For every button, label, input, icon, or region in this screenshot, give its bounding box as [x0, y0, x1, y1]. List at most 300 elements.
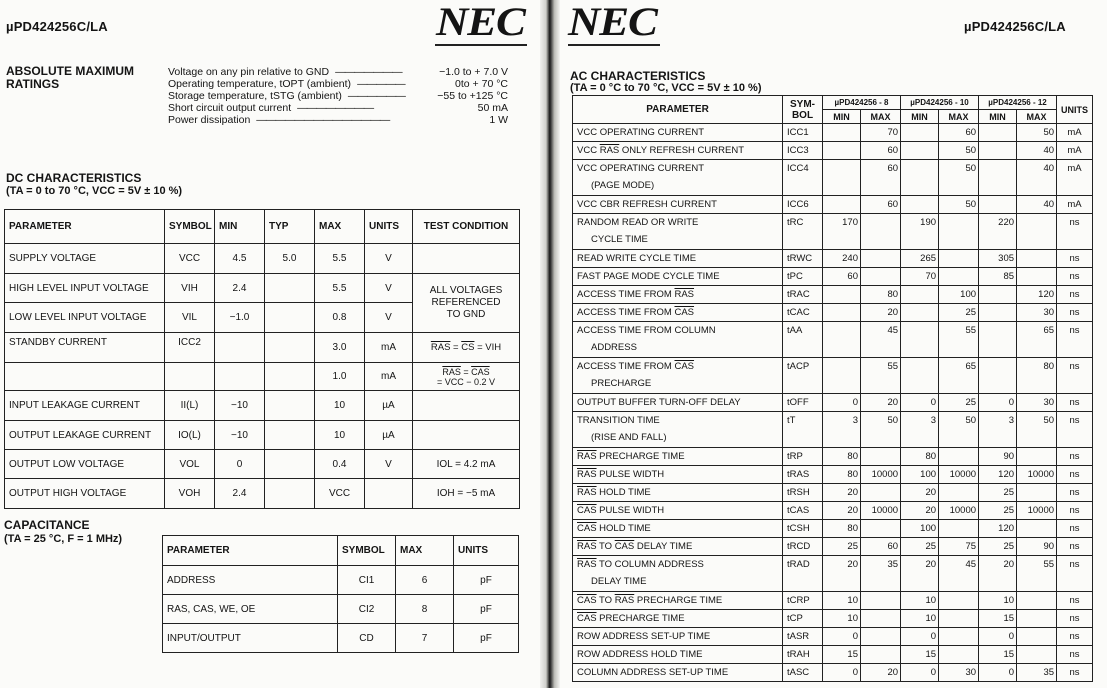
ac-value	[1017, 610, 1057, 628]
ac-units: ns	[1057, 286, 1093, 304]
ac-group-header: µPD424256 - 10	[901, 96, 979, 110]
ac-param	[573, 664, 783, 682]
table-row	[5, 450, 520, 479]
abs-max-value: −1.0 to + 7.0 V	[439, 66, 508, 78]
ac-param	[573, 556, 783, 592]
dc-min	[215, 333, 265, 363]
cap-units: pF	[454, 566, 519, 595]
ac-value	[901, 160, 939, 196]
dc-param: LOW LEVEL INPUT VOLTAGE	[5, 303, 165, 333]
dc-typ	[265, 274, 315, 303]
ac-value: 60	[861, 160, 901, 196]
ac-value	[939, 592, 979, 610]
ac-symbol: tCRP	[783, 592, 823, 610]
signal-bar: $\overline{RAS}$	[577, 469, 597, 480]
dc-header-cell: TEST CONDITION	[413, 210, 520, 244]
ac-value	[939, 520, 979, 538]
ac-symbol: tRP	[783, 448, 823, 466]
ac-param-line1: ROW ADDRESS HOLD TIME	[577, 649, 703, 660]
ac-title: AC CHARACTERISTICS	[570, 69, 706, 83]
ac-value: 15	[979, 610, 1017, 628]
table-row	[573, 394, 1093, 412]
ac-value: 40	[1017, 196, 1057, 214]
table-row	[573, 214, 1093, 250]
ac-value: 45	[939, 556, 979, 592]
dc-test-line: TO GND	[446, 309, 486, 320]
abs-max-value: 0to + 70 °C	[455, 78, 508, 90]
signal-bar: $\overline{CAS}$	[577, 613, 597, 624]
ac-value	[1017, 520, 1057, 538]
ac-value: 25	[823, 538, 861, 556]
ac-symbol: tACP	[783, 358, 823, 394]
signal-bar: $\overline{RAS}$	[599, 145, 620, 156]
ac-units: ns	[1057, 322, 1093, 358]
dc-header-cell: PARAMETER	[5, 210, 165, 244]
signal-bar: $\overline{RAS}$	[577, 559, 597, 570]
ac-value: 15	[901, 646, 939, 664]
abs-max-label: Operating temperature, tOPT (ambient)	[168, 78, 352, 90]
ac-param-line1: OUTPUT BUFFER TURN-OFF DELAY	[577, 397, 741, 408]
ac-value	[861, 268, 901, 286]
cap-units: pF	[454, 624, 519, 653]
ac-value: 50	[939, 196, 979, 214]
table-row	[163, 624, 519, 653]
ac-value: 0	[901, 664, 939, 682]
ac-value	[823, 322, 861, 358]
dc-units	[365, 479, 413, 509]
dc-min: 4.5	[215, 244, 265, 274]
table-row	[573, 286, 1093, 304]
ac-param-line1: VCC CBR REFRESH CURRENT	[577, 199, 717, 210]
ac-units: ns	[1057, 664, 1093, 682]
ac-param	[573, 628, 783, 646]
ac-param	[573, 268, 783, 286]
ac-value: 265	[901, 250, 939, 268]
dc-units: V	[365, 274, 413, 303]
ac-value: 50	[861, 412, 901, 448]
table-row	[5, 244, 520, 274]
ac-header-symbol	[783, 96, 823, 124]
abs-max-dashes: ———————	[335, 66, 402, 78]
dc-test-line: ALL VOLTAGES	[429, 285, 503, 296]
table-row	[573, 448, 1093, 466]
abs-max-title-line1: ABSOLUTE MAXIMUM	[6, 64, 134, 78]
ac-value	[861, 214, 901, 250]
ras-bar: $\overline{RAS}$	[430, 342, 451, 353]
cas-bar: $\overline{CAS}$	[471, 366, 490, 377]
ac-param-line1: RANDOM READ OR WRITE	[577, 217, 699, 228]
ac-value	[861, 250, 901, 268]
ac-param-line1: $\overline{CAS}$ HOLD TIME	[577, 523, 651, 534]
ac-value	[901, 124, 939, 142]
ac-value: 3	[979, 412, 1017, 448]
signal-bar: $\overline{CAS}$	[614, 541, 635, 552]
ras-bar: $\overline{RAS}$	[442, 366, 461, 377]
ac-units: ns	[1057, 358, 1093, 394]
ac-symbol: tRAD	[783, 556, 823, 592]
ac-value: 10000	[939, 502, 979, 520]
ac-value: 305	[979, 250, 1017, 268]
ac-value: 0	[979, 664, 1017, 682]
ac-value	[823, 124, 861, 142]
ac-value: 35	[1017, 664, 1057, 682]
table-row	[163, 595, 519, 624]
ac-param-line1: ACCESS TIME FROM $\overline{CAS}$	[577, 361, 695, 372]
dc-min: 2.4	[215, 274, 265, 303]
dc-max: 5.5	[315, 244, 365, 274]
ac-value: 10000	[861, 502, 901, 520]
abs-max-dashes: ————————	[297, 102, 374, 114]
dc-test-ioh: IOH = −5 mA	[413, 479, 520, 509]
table-row	[573, 412, 1093, 448]
ac-min-header: MIN	[823, 110, 861, 124]
abs-max-dashes: ——————	[347, 90, 405, 102]
ac-value	[1017, 628, 1057, 646]
ac-value: 80	[823, 466, 861, 484]
dc-typ	[265, 363, 315, 391]
ac-param	[573, 610, 783, 628]
dc-max: 10	[315, 421, 365, 450]
abs-max-list	[168, 66, 520, 132]
ac-value: 50	[1017, 412, 1057, 448]
dc-test-standby-1: $\overline{RAS} = \overline{CS}$ = VIH	[413, 333, 520, 363]
ac-param-line1: $\overline{RAS}$ PULSE WIDTH	[577, 469, 665, 480]
ac-value: 70	[901, 268, 939, 286]
ac-value: 20	[901, 502, 939, 520]
dc-units: µA	[365, 391, 413, 421]
ac-value: 0	[823, 664, 861, 682]
abs-max-label: Storage temperature, tSTG (ambient)	[168, 90, 342, 102]
table-row	[5, 333, 520, 363]
dc-max: VCC	[315, 479, 365, 509]
dc-param: STANDBY CURRENT	[5, 333, 165, 363]
ac-value: 20	[823, 484, 861, 502]
ac-units: ns	[1057, 484, 1093, 502]
ac-param	[573, 394, 783, 412]
signal-bar: $\overline{RAS}$	[577, 451, 597, 462]
ac-value: 60	[861, 196, 901, 214]
cap-header-cell: MAX	[396, 536, 454, 566]
table-row	[573, 502, 1093, 520]
abs-max-row	[168, 102, 520, 114]
ac-units: ns	[1057, 610, 1093, 628]
table-row	[5, 363, 520, 391]
ac-param	[573, 322, 783, 358]
ac-value: 100	[901, 520, 939, 538]
ac-param-line1: ACCESS TIME FROM $\overline{CAS}$	[577, 307, 695, 318]
dc-symbol: VIL	[165, 303, 215, 333]
book-spine	[540, 0, 560, 688]
table-row	[573, 610, 1093, 628]
table-row	[573, 592, 1093, 610]
cap-param: ADDRESS	[163, 566, 338, 595]
ac-value: 10	[979, 592, 1017, 610]
ac-param-line1: $\overline{RAS}$ PRECHARGE TIME	[577, 451, 685, 462]
ac-units: ns	[1057, 412, 1093, 448]
ac-param	[573, 466, 783, 484]
ac-value: 0	[979, 628, 1017, 646]
ac-value: 10000	[1017, 502, 1057, 520]
dc-units: mA	[365, 363, 413, 391]
dc-units: mA	[365, 333, 413, 363]
dc-units: V	[365, 244, 413, 274]
ac-param-line2: ADDRESS	[591, 342, 637, 353]
ac-value	[1017, 268, 1057, 286]
ac-param	[573, 142, 783, 160]
ac-value: 20	[861, 304, 901, 322]
signal-bar: $\overline{RAS}$	[614, 595, 635, 606]
cap-max: 6	[396, 566, 454, 595]
ac-symbol: tRC	[783, 214, 823, 250]
ac-symbol: tAA	[783, 322, 823, 358]
table-row	[5, 274, 520, 303]
ac-units: ns	[1057, 520, 1093, 538]
ac-param	[573, 448, 783, 466]
ac-units: ns	[1057, 214, 1093, 250]
dc-min: 0	[215, 450, 265, 479]
ac-value: 25	[939, 304, 979, 322]
ac-value: 80	[901, 448, 939, 466]
ac-value: 20	[901, 556, 939, 592]
ac-symbol: tCAS	[783, 502, 823, 520]
dc-symbol: VOH	[165, 479, 215, 509]
dc-typ	[265, 450, 315, 479]
ac-value: 25	[939, 394, 979, 412]
dc-param: OUTPUT HIGH VOLTAGE	[5, 479, 165, 509]
table-row	[573, 160, 1093, 196]
ac-value: 100	[901, 466, 939, 484]
cap-symbol: CI1	[338, 566, 396, 595]
signal-bar: $\overline{CAS}$	[577, 595, 597, 606]
table-row	[163, 566, 519, 595]
ac-value: 60	[861, 142, 901, 160]
ac-value: 25	[901, 538, 939, 556]
dc-max: 3.0	[315, 333, 365, 363]
dc-table	[4, 209, 520, 509]
dc-test-empty	[413, 421, 520, 450]
ac-symbol: tRCD	[783, 538, 823, 556]
dc-min	[215, 363, 265, 391]
ac-value	[901, 196, 939, 214]
ac-param-line1: ROW ADDRESS SET-UP TIME	[577, 631, 711, 642]
ac-symbol: ICC4	[783, 160, 823, 196]
dc-test-standby-2	[413, 363, 520, 391]
ac-units: mA	[1057, 196, 1093, 214]
ac-value	[979, 196, 1017, 214]
ac-units: ns	[1057, 250, 1093, 268]
dc-header-cell: SYMBOL	[165, 210, 215, 244]
ac-value: 240	[823, 250, 861, 268]
ac-units: ns	[1057, 304, 1093, 322]
ac-value: 90	[1017, 538, 1057, 556]
dc-symbol: IO(L)	[165, 421, 215, 450]
ac-min-header: MIN	[901, 110, 939, 124]
ac-units: ns	[1057, 466, 1093, 484]
abs-max-row	[168, 78, 520, 90]
ac-param	[573, 592, 783, 610]
abs-max-row	[168, 90, 520, 102]
table-row	[573, 304, 1093, 322]
ac-value: 0	[823, 628, 861, 646]
ac-value: 20	[979, 556, 1017, 592]
ac-value	[901, 304, 939, 322]
ac-value	[861, 520, 901, 538]
ac-value	[1017, 448, 1057, 466]
abs-max-dashes: —————	[357, 78, 405, 90]
ac-value: 40	[1017, 160, 1057, 196]
ac-symbol: tRAS	[783, 466, 823, 484]
dc-param: SUPPLY VOLTAGE	[5, 244, 165, 274]
ac-param	[573, 304, 783, 322]
left-page	[0, 0, 540, 688]
ac-value: 55	[861, 358, 901, 394]
ac-param	[573, 250, 783, 268]
right-page	[560, 0, 1107, 688]
ac-units: ns	[1057, 592, 1093, 610]
ac-symbol: tRAH	[783, 646, 823, 664]
cap-symbol: CI2	[338, 595, 396, 624]
ac-symbol: tCSH	[783, 520, 823, 538]
ac-header-param: PARAMETER	[573, 96, 783, 124]
ac-value	[861, 610, 901, 628]
ac-value: 50	[1017, 124, 1057, 142]
ac-value	[939, 628, 979, 646]
dc-max: 0.8	[315, 303, 365, 333]
ac-units: ns	[1057, 394, 1093, 412]
part-number-right: µPD424256C/LA	[964, 19, 1066, 34]
standby-2-line2: = VCC − 0.2 V	[436, 376, 496, 387]
ac-value	[823, 304, 861, 322]
capacitance-table	[162, 535, 519, 653]
ac-value	[979, 322, 1017, 358]
dc-test-iol: IOL = 4.2 mA	[413, 450, 520, 479]
dc-symbol: II(L)	[165, 391, 215, 421]
ac-value	[1017, 250, 1057, 268]
abs-max-value: 1 W	[489, 114, 508, 126]
table-row	[573, 484, 1093, 502]
ac-symbol: tASR	[783, 628, 823, 646]
dc-units: V	[365, 450, 413, 479]
dc-header-row	[5, 210, 520, 244]
table-row	[573, 466, 1093, 484]
ac-value: 0	[901, 628, 939, 646]
signal-bar: $\overline{CAS}$	[674, 361, 695, 372]
ac-symbol: ICC3	[783, 142, 823, 160]
cap-header-cell: UNITS	[454, 536, 519, 566]
ac-units: ns	[1057, 646, 1093, 664]
ac-param	[573, 196, 783, 214]
ac-value: 65	[1017, 322, 1057, 358]
ac-value: 3	[901, 412, 939, 448]
ac-value: 120	[1017, 286, 1057, 304]
ac-value	[1017, 484, 1057, 502]
abs-max-row	[168, 114, 520, 126]
ac-value: 60	[939, 124, 979, 142]
table-row	[5, 391, 520, 421]
ac-max-header: MAX	[939, 110, 979, 124]
ac-units: mA	[1057, 124, 1093, 142]
ac-condition: (TA = 0 °C to 70 °C, VCC = 5V ± 10 %)	[570, 82, 762, 94]
ac-symbol: tASC	[783, 664, 823, 682]
dc-header-cell: MAX	[315, 210, 365, 244]
cap-header-cell: PARAMETER	[163, 536, 338, 566]
ac-param-line1: ACCESS TIME FROM $\overline{RAS}$	[577, 289, 695, 300]
ac-units: ns	[1057, 448, 1093, 466]
dc-typ: 5.0	[265, 244, 315, 274]
ac-param-line1: COLUMN ADDRESS SET-UP TIME	[577, 667, 729, 678]
ac-value: 20	[823, 502, 861, 520]
ac-value: 25	[979, 484, 1017, 502]
ac-param-line1: $\overline{CAS}$ PULSE WIDTH	[577, 505, 665, 516]
dc-symbol	[165, 363, 215, 391]
ac-value	[823, 286, 861, 304]
ac-param-line1: FAST PAGE MODE CYCLE TIME	[577, 271, 720, 282]
ac-symbol: tRAC	[783, 286, 823, 304]
cap-condition: (TA = 25 °C, F = 1 MHz)	[4, 533, 123, 545]
ac-value	[979, 124, 1017, 142]
ac-value	[1017, 646, 1057, 664]
ac-symbol: tRSH	[783, 484, 823, 502]
ac-value: 55	[1017, 556, 1057, 592]
abs-max-title	[6, 65, 134, 91]
ac-value	[939, 250, 979, 268]
ac-param	[573, 484, 783, 502]
ac-value: 0	[823, 394, 861, 412]
ac-symbol: tCP	[783, 610, 823, 628]
ac-value: 120	[979, 466, 1017, 484]
dc-test-empty	[413, 244, 520, 274]
standby-2-line1: $\overline{RAS} = \overline{CAS}$	[442, 366, 490, 377]
table-row	[573, 322, 1093, 358]
signal-bar: $\overline{CAS}$	[577, 505, 597, 516]
dc-max: 5.5	[315, 274, 365, 303]
ac-value: 220	[979, 214, 1017, 250]
ac-value: 15	[979, 646, 1017, 664]
signal-bar: $\overline{RAS}$	[674, 289, 695, 300]
table-row	[573, 268, 1093, 286]
ac-value: 170	[823, 214, 861, 250]
signal-bar: $\overline{RAS}$	[577, 487, 597, 498]
ac-value: 25	[979, 538, 1017, 556]
ac-value: 100	[939, 286, 979, 304]
ac-value	[901, 286, 939, 304]
dc-min: −1.0	[215, 303, 265, 333]
cap-title: CAPACITANCE	[4, 518, 90, 532]
dc-title: DC CHARACTERISTICS	[6, 171, 142, 185]
ac-value	[823, 142, 861, 160]
ac-param-line1: VCC OPERATING CURRENT	[577, 127, 705, 138]
ac-param-line1: $\overline{RAS}$ HOLD TIME	[577, 487, 651, 498]
ac-param	[573, 412, 783, 448]
ac-value: 50	[939, 412, 979, 448]
standby-1-rest: = VIH	[477, 342, 502, 353]
dc-min: −10	[215, 391, 265, 421]
ac-value: 20	[861, 664, 901, 682]
ac-group-header: µPD424256 - 8	[823, 96, 901, 110]
ac-param-line1: $\overline{RAS}$ TO COLUMN ADDRESS	[577, 559, 704, 570]
ac-value	[979, 286, 1017, 304]
ac-value	[901, 322, 939, 358]
dc-symbol: VIH	[165, 274, 215, 303]
ac-value: 10	[901, 610, 939, 628]
ac-units: ns	[1057, 556, 1093, 592]
ac-param-line1: VCC $\overline{RAS}$ ONLY REFRESH CURRENT	[577, 145, 744, 156]
ac-value: 60	[861, 538, 901, 556]
ac-value: 50	[939, 160, 979, 196]
ac-param-line1: $\overline{CAS}$ TO $\overline{RAS}$ PRECHARGE TIME	[577, 595, 723, 606]
ac-value: 80	[823, 448, 861, 466]
ac-value	[1017, 214, 1057, 250]
